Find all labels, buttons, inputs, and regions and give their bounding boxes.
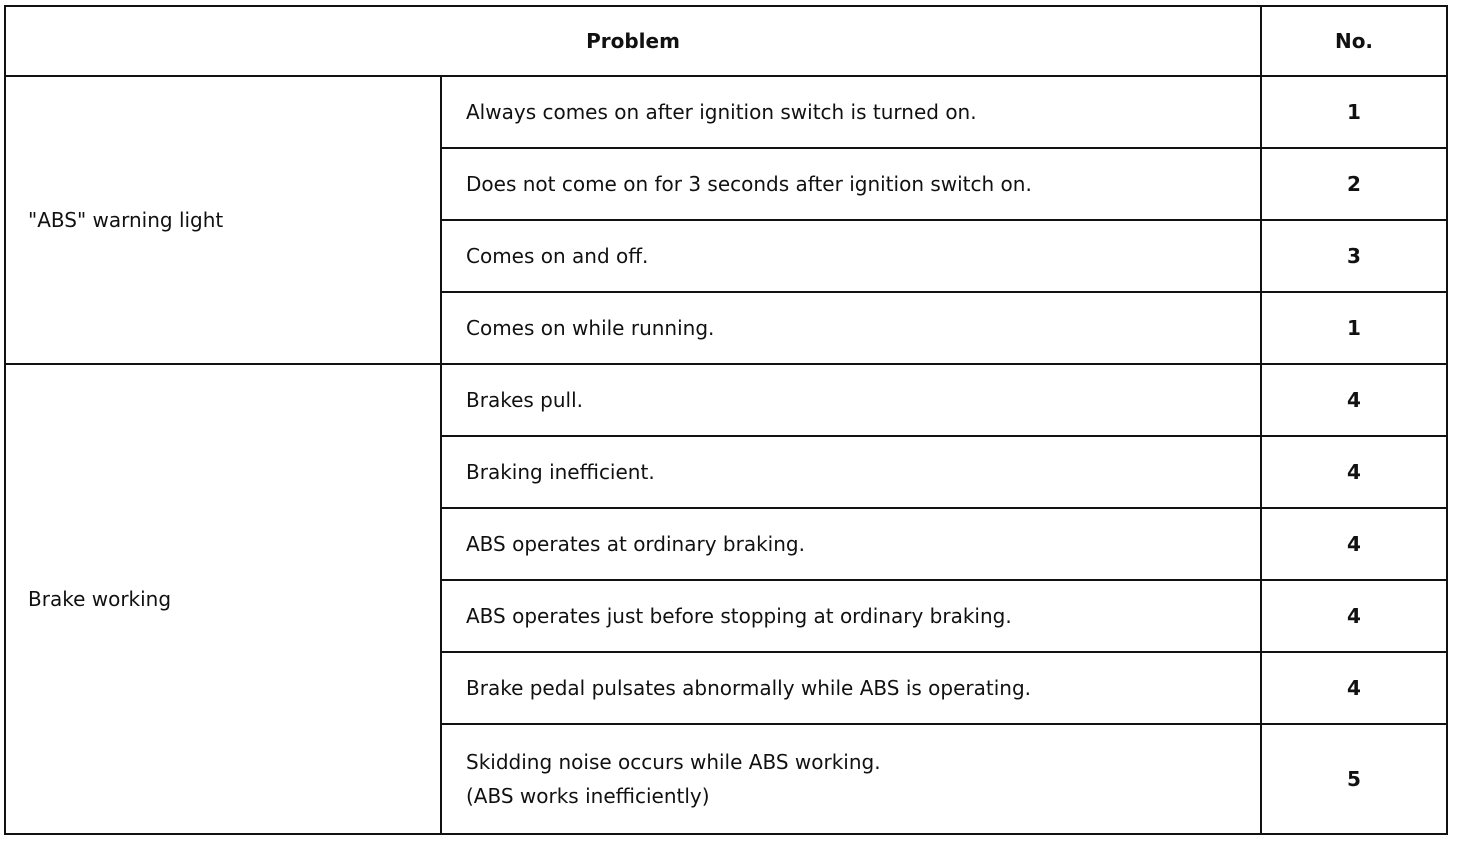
problem-cell xyxy=(441,724,1261,834)
number-cell: 2 xyxy=(1261,148,1447,220)
header-no: No. xyxy=(1261,6,1447,76)
number-cell: 5 xyxy=(1261,724,1447,834)
number-cell: 4 xyxy=(1261,436,1447,508)
problem-cell: Brakes pull. xyxy=(441,364,1261,436)
table-row xyxy=(5,364,1447,436)
problem-cell: Comes on while running. xyxy=(441,292,1261,364)
number-cell: 4 xyxy=(1261,364,1447,436)
problem-line: (ABS works inefficiently) xyxy=(466,784,710,808)
problem-cell: Brake pedal pulsates abnormally while ABS is operating. xyxy=(441,652,1261,724)
problem-cell: ABS operates just before stopping at ordinary braking. xyxy=(441,580,1261,652)
number-cell: 3 xyxy=(1261,220,1447,292)
header-problem: Problem xyxy=(5,6,1261,76)
troubleshooting-table xyxy=(4,5,1448,835)
table-row xyxy=(5,76,1447,148)
number-cell: 1 xyxy=(1261,76,1447,148)
problem-cell: Does not come on for 3 seconds after ignition switch on. xyxy=(441,148,1261,220)
category-abs-warning-light: "ABS" warning light xyxy=(5,76,441,364)
problem-cell: Braking inefficient. xyxy=(441,436,1261,508)
number-cell: 4 xyxy=(1261,508,1447,580)
problem-cell: Always comes on after ignition switch is turned on. xyxy=(441,76,1261,148)
number-cell: 4 xyxy=(1261,652,1447,724)
number-cell: 4 xyxy=(1261,580,1447,652)
problem-line: Skidding noise occurs while ABS working. xyxy=(466,750,881,774)
header-row xyxy=(5,6,1447,76)
number-cell: 1 xyxy=(1261,292,1447,364)
problem-cell: ABS operates at ordinary braking. xyxy=(441,508,1261,580)
problem-cell: Comes on and off. xyxy=(441,220,1261,292)
category-brake-working: Brake working xyxy=(5,364,441,834)
